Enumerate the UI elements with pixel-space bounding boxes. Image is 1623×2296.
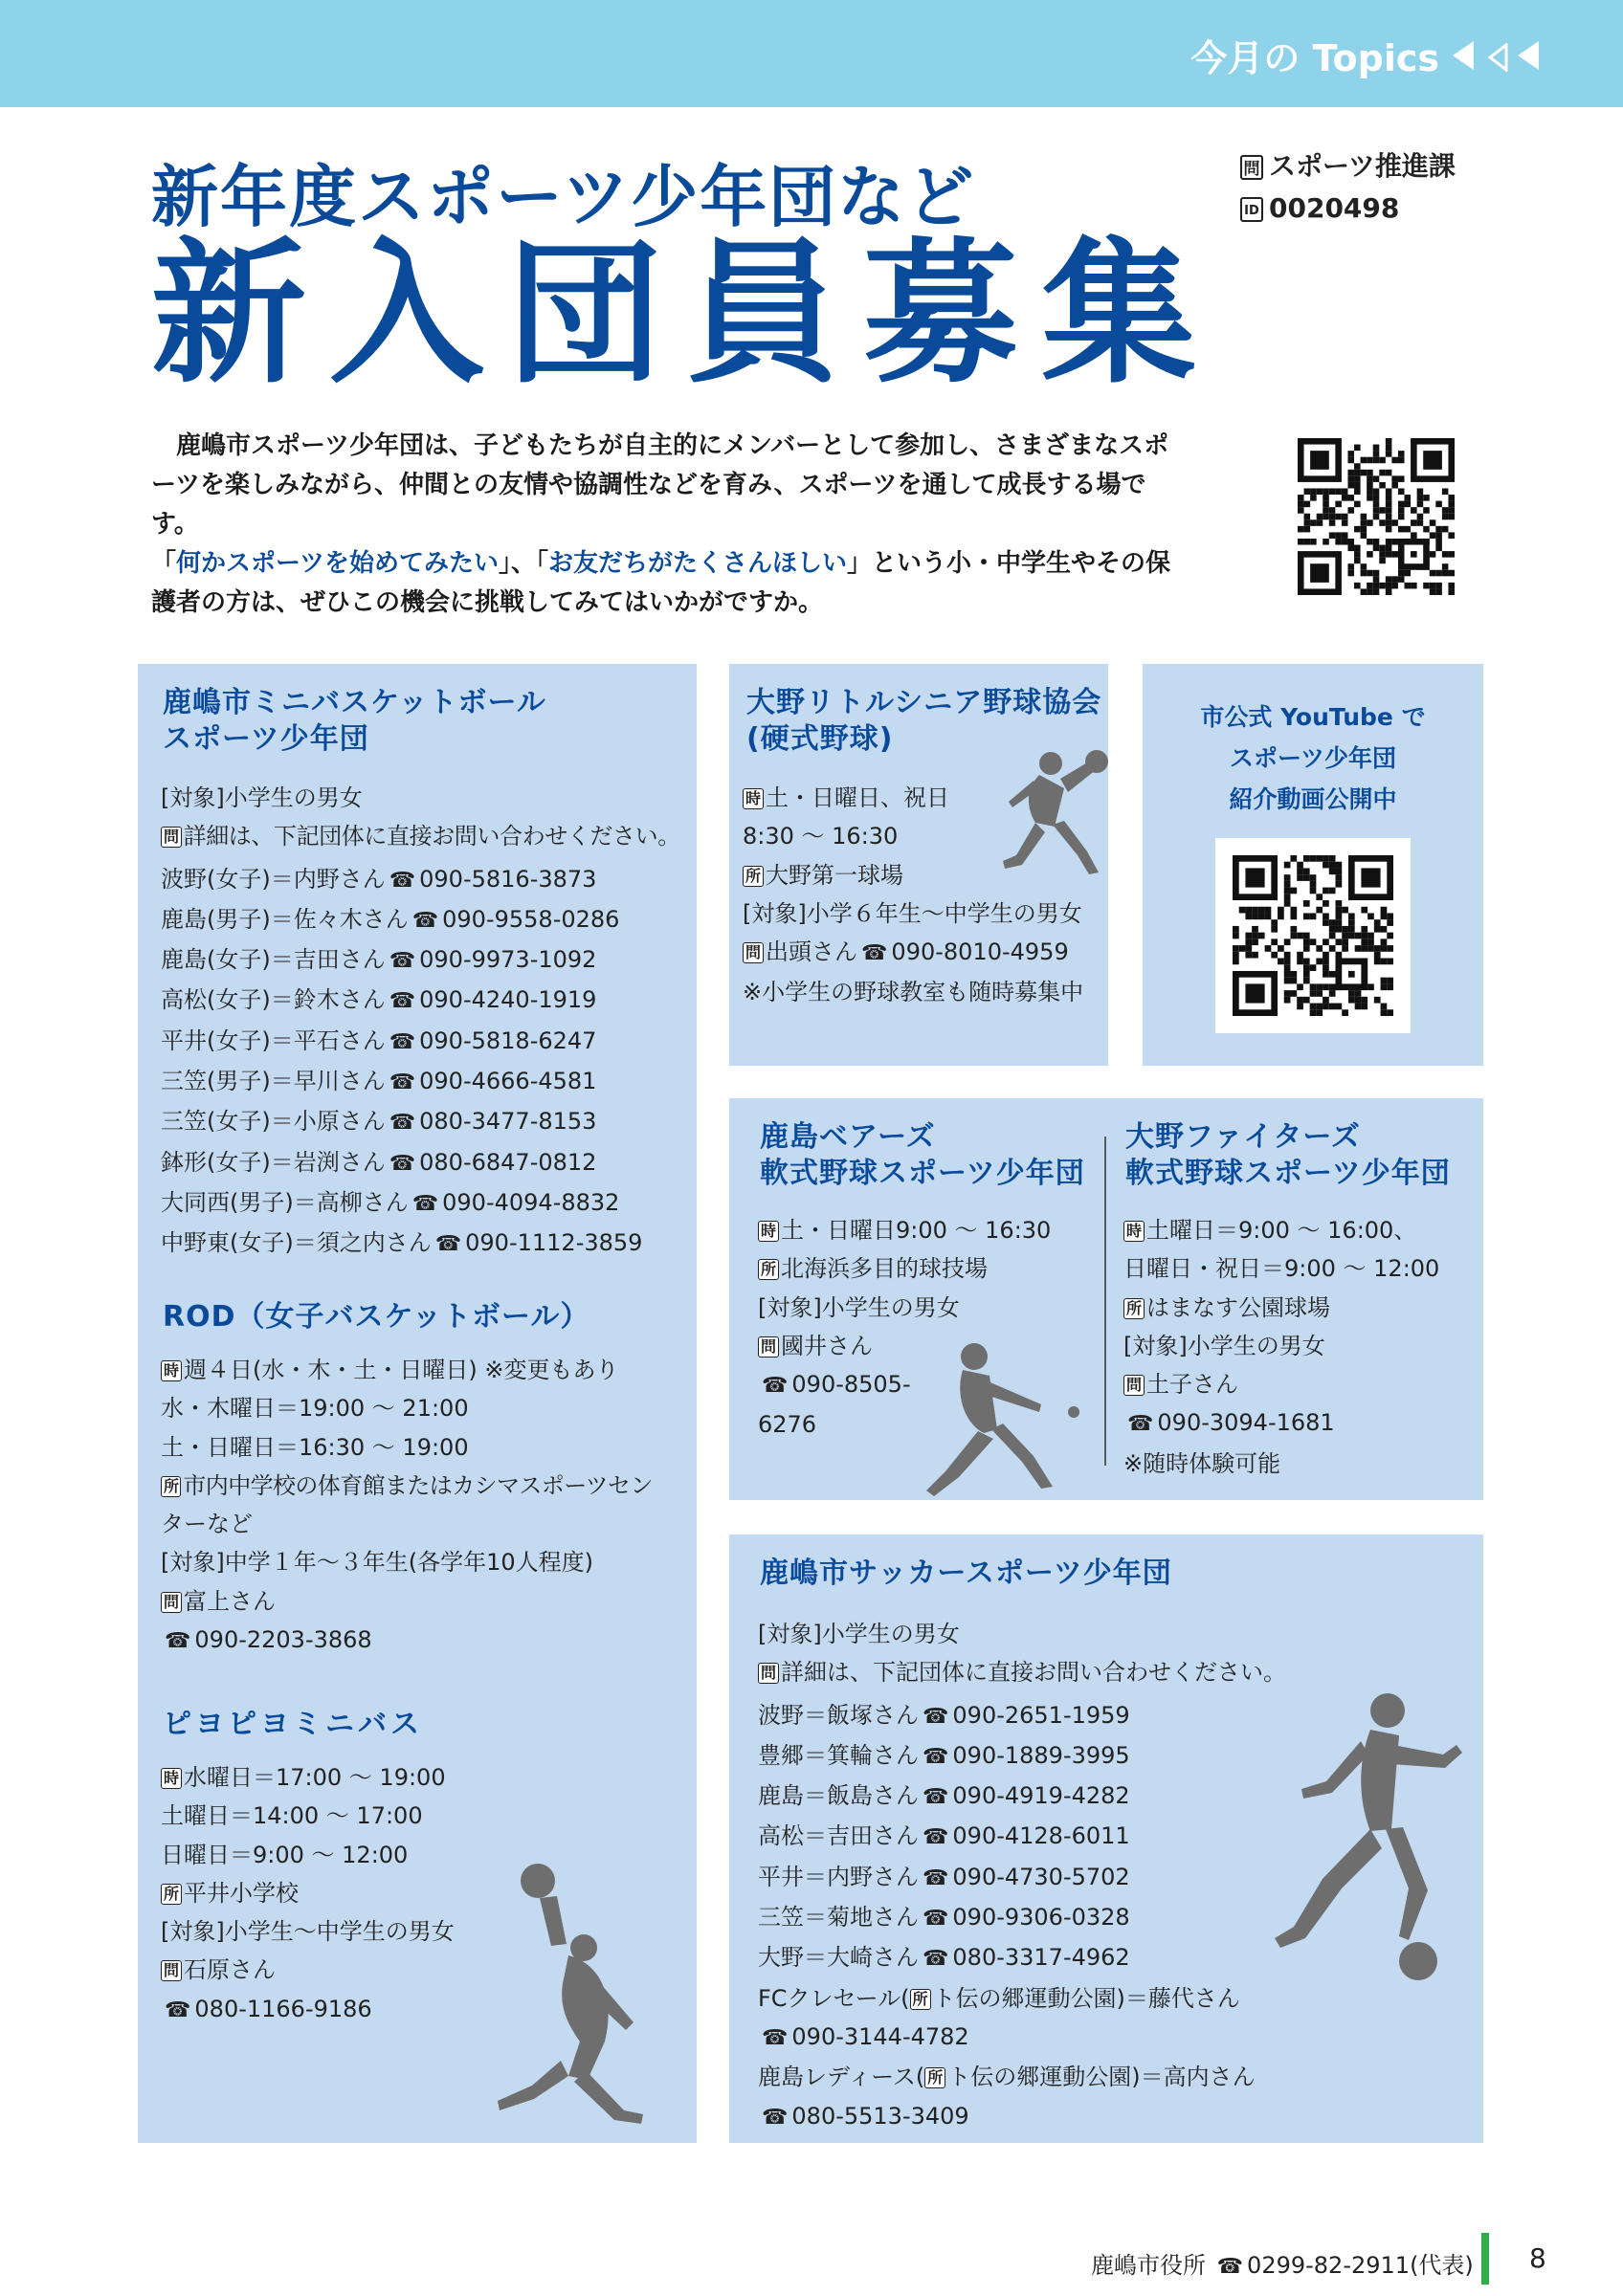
- phone-icon: ☎: [389, 1029, 416, 1054]
- page-title: 新入団員募集: [151, 225, 1219, 405]
- list-item: [758, 1736, 1286, 1777]
- baseball-pitcher-silhouette: [997, 740, 1112, 884]
- topics-label: 今月の Topics: [1190, 37, 1439, 79]
- contact-tel: 090-1112-3859: [465, 1229, 643, 1257]
- list-item: [161, 900, 680, 940]
- mini-basket-ask: 問 詳細は、下記団体に直接お問い合わせください。: [161, 817, 680, 855]
- contact-tel: 090-4730-5702: [952, 1863, 1130, 1890]
- list-item: [161, 860, 680, 900]
- phone-icon: ☎: [165, 1629, 191, 1654]
- panel-baseball: [729, 1098, 1483, 1500]
- contact-name: 平井(女子)＝平石さん: [161, 1027, 386, 1054]
- contact-tel: 080-3477-8153: [419, 1108, 597, 1136]
- phone-icon: ☎: [389, 1071, 416, 1095]
- contact-name: 三笠(男子)＝早川さん: [161, 1068, 386, 1095]
- triangle-left-icon: [1453, 41, 1474, 70]
- intro-text: [151, 427, 1185, 623]
- ono-senior-time-2: 8:30 ～ 16:30: [743, 823, 899, 850]
- mini-basket-target: [対象]小学生の男女: [161, 784, 363, 811]
- qr-code-icon[interactable]: [1233, 855, 1393, 1016]
- triangle-left-icon: [1518, 41, 1539, 70]
- piyo-title: ピヨピヨミニバス: [163, 1708, 423, 1741]
- list-item: [758, 1777, 1286, 1817]
- contact-name: 三笠＝菊地さん: [758, 1904, 919, 1932]
- fighters-time: 時 土曜日＝9:00 ～ 16:00、: [1123, 1211, 1439, 1249]
- soccer-player-silhouette: [1265, 1688, 1466, 1984]
- piyo-time: 時 水曜日＝17:00 ～ 19:00: [161, 1758, 455, 1797]
- ono-senior-title: 大野リトルシニア野球協会: [746, 686, 1102, 719]
- qr-code-icon[interactable]: [1298, 438, 1455, 595]
- rod-target: [対象]中学１年～３年生(各学年10人程度): [161, 1549, 593, 1577]
- panel-soccer: [729, 1534, 1483, 2143]
- phone-icon: ☎: [389, 989, 416, 1014]
- youtube-qr-frame: [1215, 838, 1411, 1033]
- contact-tel: 090-5818-6247: [419, 1027, 597, 1054]
- basketball-player-silhouette: [480, 1860, 672, 2128]
- contact-name: 鉢形(女子)＝岩渕さん: [161, 1148, 386, 1176]
- contact-name: 三笠(女子)＝小原さん: [161, 1108, 386, 1136]
- mini-basket-contacts: [161, 860, 680, 1265]
- contact-name: 中野東(女子)＝須之内さん: [161, 1229, 432, 1257]
- contact-name: 鹿島(女子)＝吉田さん: [161, 946, 386, 974]
- piyo-time-3: 日曜日＝9:00 ～ 12:00: [161, 1841, 409, 1868]
- ono-senior-time: 時 土・日曜日、祝日: [743, 779, 1083, 817]
- ono-senior-note: ※小学生の野球教室も随時募集中: [743, 979, 1084, 1006]
- fighters-title-2: 軟式野球スポーツ少年団: [1125, 1157, 1451, 1190]
- phone-icon: ☎: [861, 941, 888, 966]
- fighters-target: [対象]小学生の男女: [1123, 1332, 1325, 1359]
- piyo-target: [対象]小学生～中学生の男女: [161, 1918, 455, 1946]
- list-item: [161, 1022, 680, 1062]
- soccer-ladies-tel: ☎ 080-5513-3409: [758, 2097, 1286, 2137]
- contact-tel: 080-3317-4962: [952, 1944, 1130, 1972]
- contact-name: 平井＝内野さん: [758, 1863, 919, 1890]
- contact-name: 高松(女子)＝鈴木さん: [161, 986, 386, 1014]
- page-number: 8: [1529, 2242, 1546, 2274]
- list-item: [161, 1102, 680, 1142]
- fighters-time-2: 日曜日・祝日＝9:00 ～ 12:00: [1123, 1255, 1440, 1283]
- bears-title-2: 軟式野球スポーツ少年団: [760, 1157, 1085, 1190]
- phone-icon: ☎: [762, 2025, 789, 2050]
- phone-icon: ☎: [1127, 1412, 1154, 1437]
- contact-tel: 090-1889-3995: [952, 1741, 1130, 1769]
- phone-icon: ☎: [1216, 2255, 1244, 2279]
- contact-name: 大同西(男子)＝高柳さん: [161, 1188, 409, 1216]
- ono-senior-title-2: (硬式野球): [746, 722, 894, 756]
- topics-nav[interactable]: [1190, 29, 1539, 81]
- phone-icon: ☎: [389, 868, 416, 893]
- panel-ono-senior: [729, 664, 1108, 1066]
- title-sub: 新年度スポーツ少年団など: [151, 158, 976, 236]
- intro-paragraph-2: 「何かスポーツを始めてみたい」、「お友だちがたくさんほしい」という小・中学生やその保護者の方は、ぜひこの機会に挑戦してみてはいかがですか。: [151, 549, 1171, 617]
- soccer-ask: 問 詳細は、下記団体に直接お問い合わせください。: [758, 1653, 1286, 1691]
- youtube-line-2: スポーツ少年団: [1229, 744, 1396, 772]
- page-id: 0020498: [1269, 192, 1400, 224]
- rod-tel: ☎ 090-2203-3868: [161, 1621, 653, 1661]
- id-tag: ID: [1240, 197, 1263, 222]
- rod-time-2: 水・木曜日＝19:00 ～ 21:00: [161, 1395, 469, 1423]
- fighters-ask: 問 土子さん: [1123, 1365, 1439, 1403]
- bears-ask: 問 國井さん: [758, 1327, 1051, 1365]
- dept-name: スポーツ推進課: [1269, 150, 1456, 182]
- intro-highlight-1: 何かスポーツを始めてみたい: [176, 549, 499, 578]
- footer-tel: 0299-82-2911(代表): [1247, 2252, 1474, 2279]
- contact-tel: 090-4128-6011: [952, 1822, 1130, 1850]
- list-item: [161, 1143, 680, 1183]
- mini-basket-title-2: スポーツ少年団: [163, 722, 369, 756]
- mini-basket-title: 鹿嶋市ミニバスケットボール: [163, 686, 546, 719]
- phone-icon: ☎: [389, 949, 416, 974]
- fighters-tel: ☎ 090-3094-1681: [1123, 1403, 1439, 1444]
- phone-icon: ☎: [923, 1947, 949, 1972]
- intro-highlight-2: お友だちがたくさんほしい: [548, 549, 848, 578]
- phone-icon: ☎: [923, 1785, 949, 1810]
- fighters-place: 所 はまなす公園球場: [1123, 1289, 1439, 1327]
- phone-icon: ☎: [923, 1866, 949, 1890]
- phone-icon: ☎: [389, 1151, 416, 1176]
- bears-title: 鹿島ベアーズ: [760, 1120, 936, 1154]
- rod-title: ROD（女子バスケットボール）: [163, 1300, 590, 1334]
- footer-bar: [1481, 2233, 1489, 2285]
- phone-icon: ☎: [411, 908, 439, 933]
- contact-tel: 090-5816-3873: [419, 865, 597, 893]
- soccer-fc-tel: ☎ 090-3144-4782: [758, 2018, 1286, 2058]
- contact-tel: 090-4919-4282: [952, 1782, 1130, 1810]
- list-item: [161, 981, 680, 1021]
- rod-place-2: ターなど: [161, 1511, 253, 1538]
- panel-left: [138, 664, 697, 2143]
- piyo-place: 所 平井小学校: [161, 1874, 455, 1912]
- panel-youtube: [1143, 664, 1483, 1066]
- rod-ask: 問 富上さん: [161, 1582, 653, 1621]
- list-item: [161, 1183, 680, 1224]
- youtube-line-1: 市公式 YouTube で: [1200, 703, 1426, 731]
- bears-place: 所 北海浜多目的球技場: [758, 1249, 1051, 1288]
- dept-info: [1240, 145, 1456, 230]
- contact-tag: 問: [1240, 155, 1263, 180]
- soccer-fc: FCクレセール( 所 ト伝の郷運動公園)＝藤代さん: [758, 1984, 1240, 2012]
- list-item: [161, 1224, 680, 1264]
- rod-time: 時 週４日(水・木・土・日曜日) ※変更もあり: [161, 1351, 653, 1389]
- phone-icon: ☎: [923, 1825, 949, 1850]
- contact-name: 豊郷＝箕輪さん: [758, 1741, 919, 1769]
- contact-tel: 090-9973-1092: [419, 946, 597, 974]
- phone-icon: ☎: [923, 1744, 949, 1769]
- piyo-time-2: 土曜日＝14:00 ～ 17:00: [161, 1802, 423, 1830]
- piyo-ask: 問 石原さん: [161, 1951, 455, 1989]
- phone-icon: ☎: [923, 1704, 949, 1729]
- contact-name: 鹿島(男子)＝佐々木さん: [161, 905, 409, 933]
- intro-paragraph-1: 鹿嶋市スポーツ少年団は、子どもたちが自主的にメンバーとして参加し、さまざまなスポーツを楽しみながら、仲間との友情や協調性などを育み、スポーツを通して成長する場です。: [151, 431, 1169, 539]
- list-item: [758, 1817, 1286, 1857]
- phone-icon: ☎: [923, 1907, 949, 1932]
- phone-icon: ☎: [434, 1232, 462, 1257]
- footer-contact: [1091, 2246, 1474, 2280]
- divider: [1104, 1137, 1106, 1466]
- fighters-note: ※随時体験可能: [1123, 1449, 1281, 1477]
- phone-icon: ☎: [165, 1998, 191, 2022]
- bears-tel: ☎ 090-8505-: [758, 1365, 1051, 1405]
- piyo-tel: ☎ 080-1166-9186: [161, 1990, 455, 2030]
- contact-tel: 090-4666-4581: [419, 1068, 597, 1095]
- bears-tel-2: 6276: [758, 1411, 817, 1439]
- ono-senior-target: [対象]小学６年生～中学生の男女: [743, 899, 1082, 927]
- baseball-batter-silhouette: [917, 1337, 1089, 1498]
- fighters-title: 大野ファイターズ: [1125, 1120, 1361, 1154]
- contact-name: 鹿島＝飯島さん: [758, 1782, 919, 1810]
- contact-name: 高松＝吉田さん: [758, 1822, 919, 1850]
- contact-name: 波野＝飯塚さん: [758, 1701, 919, 1729]
- list-item: [758, 1858, 1286, 1898]
- contact-name: 波野(女子)＝内野さん: [161, 865, 386, 893]
- youtube-line-3: 紹介動画公開中: [1229, 785, 1397, 813]
- rod-place: 所 市内中学校の体育館またはカシマスポーツセン: [161, 1467, 653, 1505]
- triangle-left-outline-icon: [1487, 43, 1504, 68]
- list-item: [161, 1062, 680, 1102]
- list-item: [758, 1696, 1286, 1736]
- ono-senior-ask: 問 出頭さん ☎ 090-8010-4959: [743, 933, 1083, 973]
- soccer-target: [対象]小学生の男女: [758, 1621, 960, 1647]
- contact-tel: 090-2651-1959: [952, 1701, 1130, 1729]
- bears-time: 時 土・日曜日9:00 ～ 16:30: [758, 1211, 1051, 1249]
- list-item: [161, 940, 680, 981]
- contact-tel: 090-4094-8832: [442, 1188, 620, 1216]
- phone-icon: ☎: [411, 1191, 439, 1216]
- phone-icon: ☎: [389, 1111, 416, 1136]
- contact-tel: 090-4240-1919: [419, 986, 597, 1014]
- soccer-ladies: 鹿島レディース( 所 ト伝の郷運動公園)＝高内さん: [758, 2064, 1256, 2091]
- soccer-contacts: [758, 1696, 1286, 1979]
- contact-tel: 090-9306-0328: [952, 1904, 1130, 1932]
- footer-office: 鹿嶋市役所: [1091, 2252, 1206, 2279]
- list-item: [758, 1938, 1286, 1978]
- list-item: [758, 1898, 1286, 1938]
- contact-tel: 080-6847-0812: [419, 1148, 597, 1176]
- ono-senior-place: 所 大野第一球場: [743, 856, 1083, 894]
- soccer-title: 鹿嶋市サッカースポーツ少年団: [760, 1556, 1172, 1590]
- phone-icon: ☎: [762, 2105, 789, 2130]
- phone-icon: ☎: [762, 1374, 789, 1399]
- bears-target: [対象]小学生の男女: [758, 1293, 960, 1321]
- contact-name: 大野＝大崎さん: [758, 1944, 919, 1972]
- rod-time-3: 土・日曜日＝16:30 ～ 19:00: [161, 1433, 469, 1461]
- contact-tel: 090-9558-0286: [442, 905, 620, 933]
